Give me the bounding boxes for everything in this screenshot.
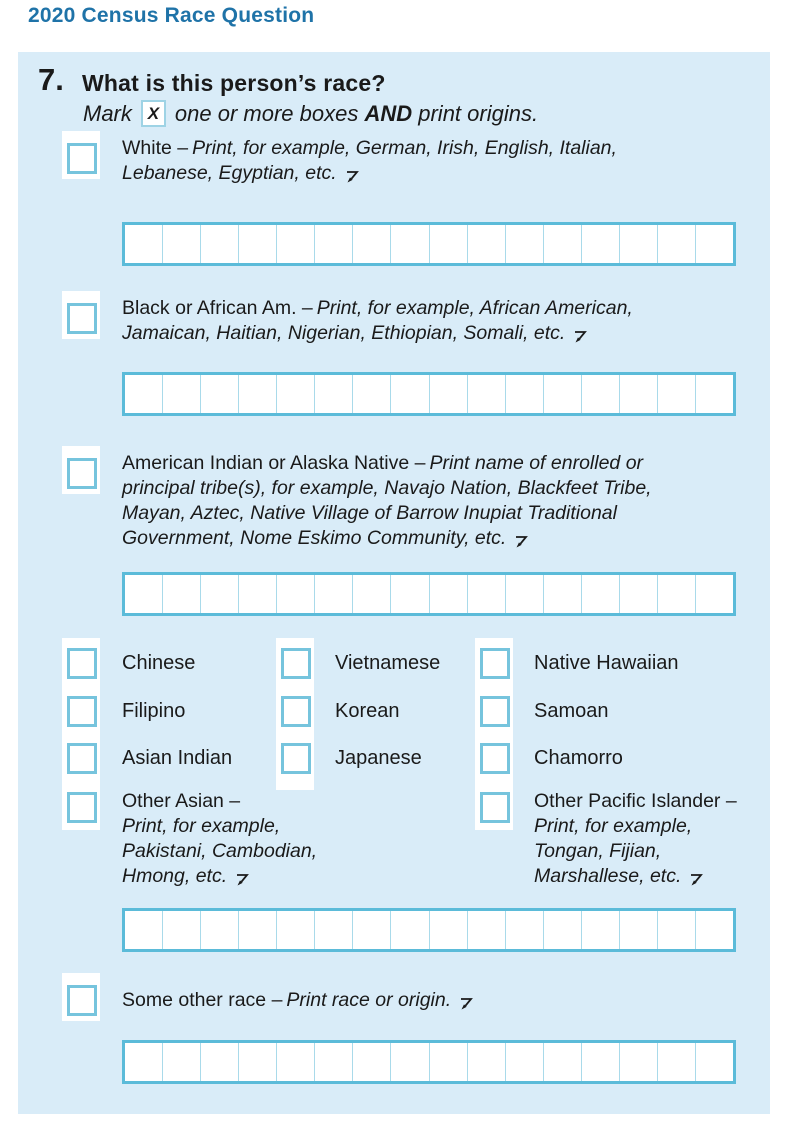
char-cell[interactable] bbox=[162, 911, 200, 949]
checkbox-korean[interactable] bbox=[281, 696, 311, 727]
char-cell[interactable] bbox=[352, 375, 390, 413]
label-korean: Korean bbox=[335, 700, 400, 722]
print-here-arrow-icon bbox=[513, 531, 528, 556]
char-cell[interactable] bbox=[429, 911, 467, 949]
char-cell[interactable] bbox=[581, 911, 619, 949]
char-cell[interactable] bbox=[390, 575, 428, 613]
char-cell[interactable] bbox=[429, 225, 467, 263]
char-cell[interactable] bbox=[352, 225, 390, 263]
char-cell[interactable] bbox=[505, 225, 543, 263]
char-cell[interactable] bbox=[314, 911, 352, 949]
checkbox-white[interactable] bbox=[67, 143, 97, 174]
char-cell[interactable] bbox=[390, 375, 428, 413]
char-input-black[interactable] bbox=[122, 372, 736, 416]
char-cell[interactable] bbox=[581, 575, 619, 613]
char-cell[interactable] bbox=[162, 1043, 200, 1081]
char-cell[interactable] bbox=[125, 375, 162, 413]
question-title: What is this person’s race? bbox=[82, 70, 386, 96]
char-cell[interactable] bbox=[543, 1043, 581, 1081]
char-cell[interactable] bbox=[695, 575, 733, 613]
option-label-other-asian: Other Asian – Print, for example, Pakistani, Cambodian, Hmong, etc. bbox=[122, 789, 317, 894]
char-cell[interactable] bbox=[200, 911, 238, 949]
char-cell[interactable] bbox=[581, 1043, 619, 1081]
char-cell[interactable] bbox=[657, 375, 695, 413]
char-cell[interactable] bbox=[467, 375, 505, 413]
char-cell[interactable] bbox=[543, 225, 581, 263]
char-input-asian-pacific[interactable] bbox=[122, 908, 736, 952]
char-cell[interactable] bbox=[238, 375, 276, 413]
char-cell[interactable] bbox=[619, 911, 657, 949]
checkbox-chamorro[interactable] bbox=[480, 743, 510, 774]
print-here-arrow-icon bbox=[458, 993, 473, 1018]
print-here-arrow-icon bbox=[234, 869, 249, 894]
char-cell[interactable] bbox=[238, 225, 276, 263]
char-cell[interactable] bbox=[162, 225, 200, 263]
char-cell[interactable] bbox=[657, 911, 695, 949]
checkbox-chinese[interactable] bbox=[67, 648, 97, 679]
char-input-american-indian[interactable] bbox=[122, 572, 736, 616]
char-cell[interactable] bbox=[238, 911, 276, 949]
label-native-hawaiian: Native Hawaiian bbox=[534, 652, 679, 674]
checkbox-native-hawaiian[interactable] bbox=[480, 648, 510, 679]
char-cell[interactable] bbox=[543, 375, 581, 413]
print-here-arrow-icon bbox=[688, 869, 703, 894]
option-label-white: White – Print, for example, German, Irish, English, Italian, Lebanese, Egyptian, etc. bbox=[122, 136, 617, 191]
char-cell[interactable] bbox=[429, 575, 467, 613]
char-cell[interactable] bbox=[429, 1043, 467, 1081]
char-cell[interactable] bbox=[543, 575, 581, 613]
char-cell[interactable] bbox=[581, 225, 619, 263]
char-cell[interactable] bbox=[276, 1043, 314, 1081]
char-cell[interactable] bbox=[695, 225, 733, 263]
char-cell[interactable] bbox=[352, 911, 390, 949]
char-cell[interactable] bbox=[276, 375, 314, 413]
char-cell[interactable] bbox=[162, 375, 200, 413]
char-cell[interactable] bbox=[581, 375, 619, 413]
checkbox-asian-indian[interactable] bbox=[67, 743, 97, 774]
option-label-other-pacific-islander: Other Pacific Islander – Print, for example, Tongan, Fijian, Marshallese, etc. bbox=[534, 789, 741, 894]
char-cell[interactable] bbox=[543, 911, 581, 949]
char-cell[interactable] bbox=[429, 375, 467, 413]
char-cell[interactable] bbox=[390, 1043, 428, 1081]
label-japanese: Japanese bbox=[335, 747, 422, 769]
question-panel bbox=[18, 52, 770, 1114]
mark-instruction-rest: one or more boxes AND print origins. bbox=[174, 100, 539, 126]
char-cell[interactable] bbox=[314, 225, 352, 263]
page-title: 2020 Census Race Question bbox=[28, 4, 315, 27]
char-cell[interactable] bbox=[467, 911, 505, 949]
char-cell[interactable] bbox=[352, 1043, 390, 1081]
checkbox-black-or-african-am[interactable] bbox=[67, 303, 97, 334]
char-cell[interactable] bbox=[276, 911, 314, 949]
char-cell[interactable] bbox=[505, 575, 543, 613]
char-cell[interactable] bbox=[619, 225, 657, 263]
char-cell[interactable] bbox=[200, 1043, 238, 1081]
label-filipino: Filipino bbox=[122, 700, 186, 722]
char-cell[interactable] bbox=[505, 911, 543, 949]
char-cell[interactable] bbox=[125, 575, 162, 613]
char-cell[interactable] bbox=[390, 225, 428, 263]
char-cell[interactable] bbox=[390, 911, 428, 949]
option-label-some-other-race: Some other race – Print race or origin. bbox=[122, 988, 473, 1018]
question-number: 7. bbox=[38, 62, 64, 97]
char-cell[interactable] bbox=[314, 375, 352, 413]
char-cell[interactable] bbox=[200, 575, 238, 613]
checkbox-american-indian-alaska-native[interactable] bbox=[67, 458, 97, 489]
char-cell[interactable] bbox=[314, 575, 352, 613]
char-cell[interactable] bbox=[657, 575, 695, 613]
char-cell[interactable] bbox=[238, 1043, 276, 1081]
char-input-white[interactable] bbox=[122, 222, 736, 266]
char-cell[interactable] bbox=[314, 1043, 352, 1081]
char-cell[interactable] bbox=[125, 1043, 162, 1081]
char-cell[interactable] bbox=[619, 1043, 657, 1081]
mark-x-box: X bbox=[141, 100, 166, 127]
char-cell[interactable] bbox=[695, 1043, 733, 1081]
print-here-arrow-icon bbox=[572, 326, 587, 351]
char-cell[interactable] bbox=[505, 1043, 543, 1081]
char-cell[interactable] bbox=[200, 225, 238, 263]
checkbox-vietnamese[interactable] bbox=[281, 648, 311, 679]
char-input-some-other-race[interactable] bbox=[122, 1040, 736, 1084]
checkbox-other-asian[interactable] bbox=[67, 792, 97, 823]
char-cell[interactable] bbox=[125, 911, 162, 949]
char-cell[interactable] bbox=[467, 575, 505, 613]
char-cell[interactable] bbox=[657, 1043, 695, 1081]
label-chinese: Chinese bbox=[122, 652, 196, 674]
option-label-american-indian: American Indian or Alaska Native – Print name of enrolled or principal tribe(s), for example, Navajo Nation, Blackfeet Tribe, Mayan, Aztec, Native Village of Barrow Inupiat Traditional Government, Nome Eskimo Community, etc. bbox=[122, 451, 652, 556]
char-cell[interactable] bbox=[200, 375, 238, 413]
char-cell[interactable] bbox=[467, 1043, 505, 1081]
char-cell[interactable] bbox=[125, 225, 162, 263]
checkbox-some-other-race[interactable] bbox=[67, 985, 97, 1016]
label-chamorro: Chamorro bbox=[534, 747, 623, 769]
char-cell[interactable] bbox=[657, 225, 695, 263]
char-cell[interactable] bbox=[352, 575, 390, 613]
label-asian-indian: Asian Indian bbox=[122, 747, 233, 769]
char-cell[interactable] bbox=[619, 575, 657, 613]
char-cell[interactable] bbox=[467, 225, 505, 263]
char-cell[interactable] bbox=[619, 375, 657, 413]
char-cell[interactable] bbox=[695, 911, 733, 949]
char-cell[interactable] bbox=[505, 375, 543, 413]
label-vietnamese: Vietnamese bbox=[335, 652, 441, 674]
checkbox-samoan[interactable] bbox=[480, 696, 510, 727]
char-cell[interactable] bbox=[276, 575, 314, 613]
char-cell[interactable] bbox=[162, 575, 200, 613]
char-cell[interactable] bbox=[238, 575, 276, 613]
checkbox-filipino[interactable] bbox=[67, 696, 97, 727]
checkbox-other-pacific-islander[interactable] bbox=[480, 792, 510, 823]
char-cell[interactable] bbox=[276, 225, 314, 263]
option-label-black: Black or African Am. – Print, for example, African American, Jamaican, Haitian, Nigerian, Ethiopian, Somali, etc. bbox=[122, 296, 633, 351]
label-samoan: Samoan bbox=[534, 700, 609, 722]
checkbox-japanese[interactable] bbox=[281, 743, 311, 774]
print-here-arrow-icon bbox=[344, 166, 359, 191]
char-cell[interactable] bbox=[695, 375, 733, 413]
mark-instruction-pre: Mark bbox=[83, 100, 132, 126]
mark-instruction bbox=[83, 100, 538, 127]
